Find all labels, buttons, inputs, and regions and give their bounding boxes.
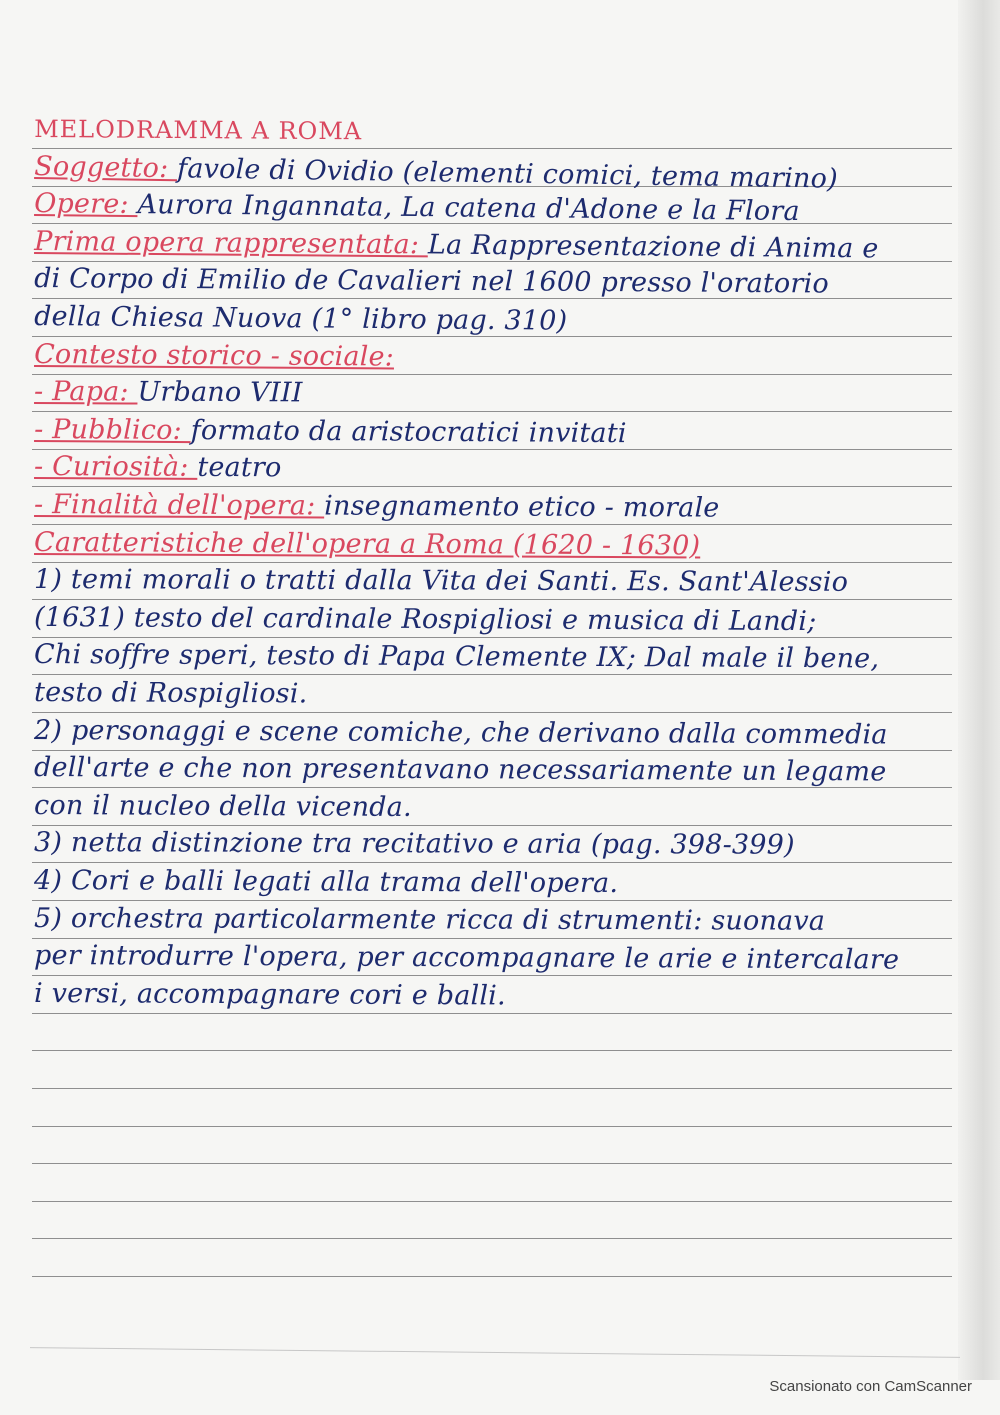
blue-note-text: con il nucleo della vicenda. [34, 789, 412, 823]
note-line [34, 864, 952, 903]
note-line [34, 902, 952, 939]
scanner-watermark: Scansionato con CamScanner [769, 1378, 972, 1395]
notebook-binding [958, 0, 1000, 1380]
note-line [34, 338, 952, 378]
page-bottom-edge [30, 1347, 960, 1376]
red-heading-text: - Papa: [34, 376, 138, 408]
blue-note-text: 5) orchestra particolarmente ricca di strumenti: suonava [34, 902, 826, 937]
red-heading-text: - Finalità dell'opera: [34, 489, 325, 522]
note-line [34, 488, 952, 527]
note-line [34, 262, 952, 302]
red-heading-text: Caratteristiche dell'opera a Roma (1620 - 1630) [34, 526, 701, 562]
note-line [34, 563, 952, 600]
blue-note-text: Aurora Ingannata, La catena d'Adone e la Flora [137, 189, 800, 228]
note-line [34, 375, 952, 414]
ruled-line [32, 1088, 952, 1089]
blue-note-text: teatro [197, 452, 282, 484]
note-line [34, 789, 952, 828]
ruled-line [32, 1163, 952, 1164]
note-line [34, 413, 952, 453]
note-line [34, 112, 952, 152]
blue-note-text: 3) netta distinzione tra recitativo e aria (pag. 398-399) [34, 827, 795, 862]
red-heading-text: Opere: [34, 188, 138, 221]
note-line [34, 638, 952, 677]
blue-note-text: di Corpo di Emilio de Cavalieri nel 1600 presso l'oratorio [34, 263, 829, 300]
blue-note-text: i versi, accompagnare cori e balli. [34, 977, 506, 1012]
ruled-line [32, 1126, 952, 1127]
blue-note-text: Urbano VIII [137, 376, 303, 409]
blue-note-text: 4) Cori e balli legati alla trama dell'opera. [34, 865, 619, 900]
ruled-line [32, 1201, 952, 1202]
blue-note-text: insegnamento etico - morale [324, 490, 720, 524]
ruled-line [32, 1050, 952, 1051]
note-line [34, 676, 952, 715]
note-line [34, 450, 952, 489]
red-heading-text: MELODRAMMA A ROMA [34, 115, 363, 146]
note-line [34, 526, 952, 565]
blue-note-text: La Rappresentazione di Anima e [427, 229, 879, 265]
ruled-line [32, 1238, 952, 1239]
blue-note-text: favole di Ovidio (elementi comici, tema marino) [176, 152, 839, 195]
note-line [34, 826, 952, 863]
red-heading-text: Prima opera rappresentata: [34, 225, 429, 261]
red-heading-text: Contesto storico - sociale: [34, 338, 395, 373]
blue-note-text: per introdurre l'opera, per accompagnare le arie e intercalare [34, 940, 900, 976]
red-heading-text: Soggetto: [34, 150, 178, 184]
red-heading-text: - Pubblico: [34, 413, 191, 446]
note-line [34, 601, 952, 640]
blue-note-text: formato da aristocratici invitati [190, 414, 627, 449]
note-line [34, 939, 952, 978]
blue-note-text: (1631) testo del cardinale Rospigliosi e musica di Landi; [34, 601, 817, 637]
blue-note-text: 2) personaggi e scene comiche, che derivano dalla commedia [34, 714, 888, 751]
blue-note-text: testo di Rospigliosi. [34, 677, 308, 710]
note-line [34, 751, 952, 790]
blue-note-text: 1) temi morali o tratti dalla Vita dei Santi. Es. Sant'Alessio [34, 564, 849, 599]
note-line [34, 714, 952, 753]
note-line [34, 977, 952, 1016]
blue-note-text: della Chiesa Nuova (1° libro pag. 310) [34, 301, 568, 337]
ruled-line [32, 1276, 952, 1277]
blue-note-text: dell'arte e che non presentavano necessariamente un legame [34, 752, 887, 788]
blue-note-text: Chi soffre speri, testo di Papa Clemente IX; Dal male il bene, [34, 639, 880, 675]
red-heading-text: - Curiosità: [34, 451, 198, 484]
